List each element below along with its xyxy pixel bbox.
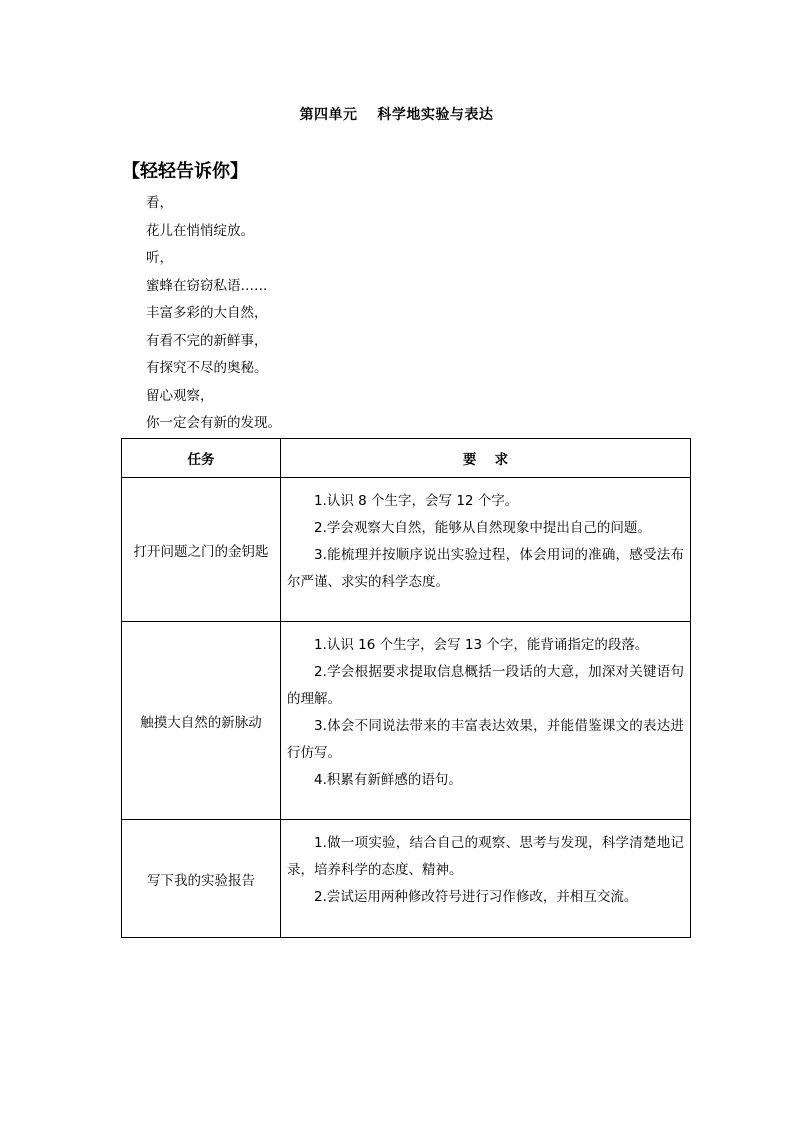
requirement-item: 1.认识 8 个生字，会写 12 个字。	[314, 493, 519, 509]
poem-line: 有看不完的新鲜事，	[146, 332, 268, 349]
requirement-item: 2.学会根据要求提取信息概括一段话的大意，加深对关键语句的理解。	[287, 664, 684, 707]
requirement-item: 1.做一项实验，结合自己的观察、思考与发现，科学清楚地记录，培养科学的态度、精神。	[287, 835, 684, 878]
table-row	[122, 820, 691, 938]
requirement-item: 3.体会不同说法带来的丰富表达效果，并能借鉴课文的表达进行仿写。	[287, 718, 684, 761]
poem-line: 看，	[146, 195, 173, 211]
poem-line: 听，	[146, 250, 173, 266]
table-row	[122, 622, 691, 820]
requirements-cell	[281, 622, 691, 820]
requirement-item: 2.学会观察大自然，能够从自然现象中提出自己的问题。	[314, 520, 651, 536]
table-row	[122, 478, 691, 622]
requirement-item: 1.认识 16 个生字，会写 13 个字，能背诵指定的段落。	[314, 637, 649, 653]
poem-line: 丰富多彩的大自然，	[146, 305, 268, 321]
task-cell: 打开问题之门的金钥匙	[122, 478, 281, 622]
task-table	[121, 438, 691, 938]
poem-line: 蜜蜂在窃窃私语……	[146, 277, 268, 294]
poem-line: 留心观察，	[146, 387, 214, 404]
task-cell: 写下我的实验报告	[122, 820, 281, 938]
task-cell: 触摸大自然的新脉动	[122, 622, 281, 820]
header-requirements: 要 求	[281, 439, 691, 478]
poem-line: 你一定会有新的发现。	[146, 415, 281, 431]
section-heading: 【轻轻告诉你】	[122, 161, 248, 182]
requirement-item: 3.能梳理并按顺序说出实验过程，体会用词的准确，感受法布尔严谨、求实的科学态度。	[287, 547, 684, 590]
header-task: 任务	[122, 439, 281, 478]
poem-line: 有探究不尽的奥秘。	[146, 360, 268, 376]
poem-line: 花儿在悄悄绽放。	[146, 222, 254, 239]
requirement-item: 2.尝试运用两种修改符号进行习作修改，并相互交流。	[314, 889, 638, 905]
poem	[146, 190, 281, 438]
requirement-item: 4.积累有新鲜感的语句。	[314, 772, 462, 788]
requirements-cell	[281, 478, 691, 622]
page-title: 第四单元 科学地实验与表达	[299, 107, 494, 123]
requirements-cell	[281, 820, 691, 938]
table-header-row	[122, 439, 691, 478]
